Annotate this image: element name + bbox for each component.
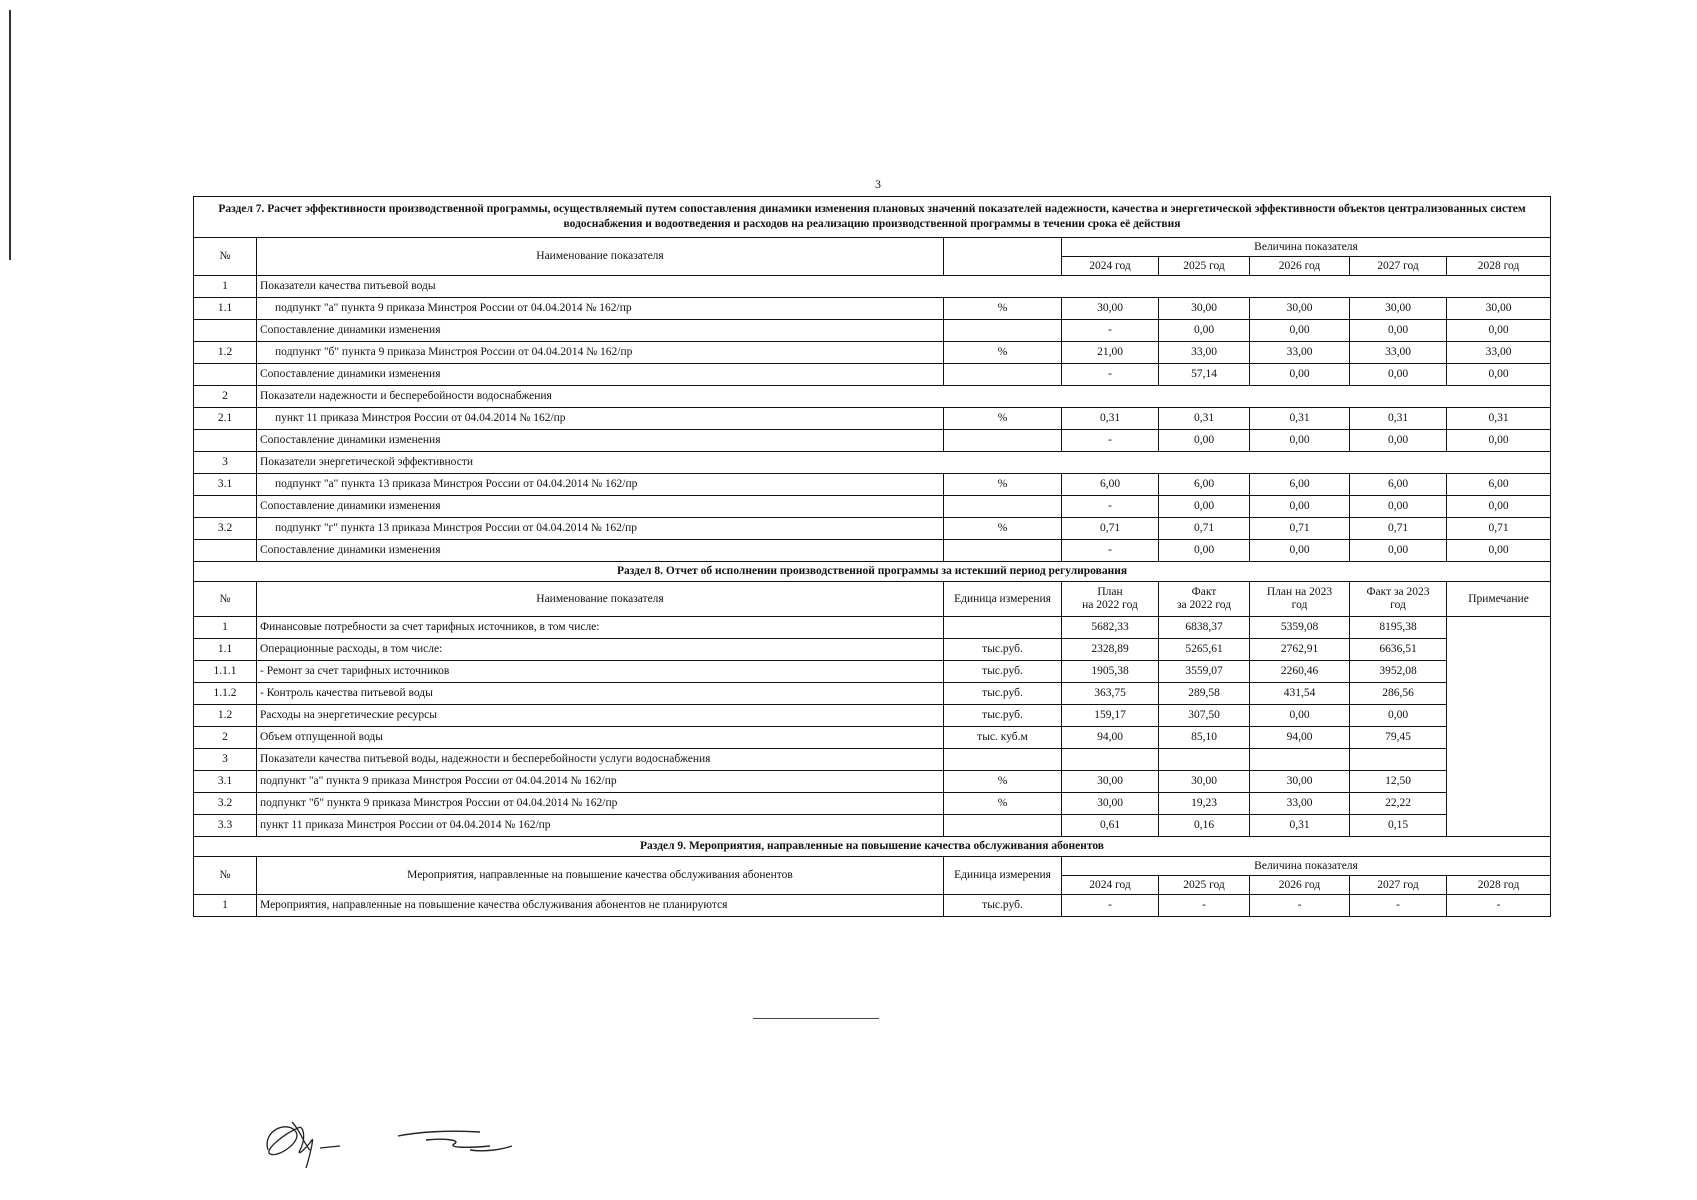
header-plan-2022 — [1062, 582, 1159, 617]
row-value: 0,16 — [1159, 815, 1250, 837]
row-value: 3559,07 — [1159, 661, 1250, 683]
row-name: подпункт "а" пункта 9 приказа Минстроя России от 04.04.2014 № 162/пр — [257, 298, 944, 320]
row-value: 0,00 — [1447, 540, 1551, 562]
row-value: - — [1062, 895, 1159, 917]
note-cell — [1447, 617, 1551, 837]
row-value: - — [1159, 895, 1250, 917]
row-value: 21,00 — [1062, 342, 1159, 364]
section7-row — [194, 518, 1551, 540]
row-value — [1350, 749, 1447, 771]
row-value: 6838,37 — [1159, 617, 1250, 639]
row-value: 0,00 — [1350, 705, 1447, 727]
header-value-group: Величина показателя — [1062, 857, 1551, 876]
header-year: 2025 год — [1159, 257, 1250, 276]
row-num: 1 — [194, 276, 257, 298]
row-unit: тыс.руб. — [944, 705, 1062, 727]
row-value: 0,00 — [1250, 496, 1350, 518]
header-note: Примечание — [1447, 582, 1551, 617]
row-value: 0,71 — [1250, 518, 1350, 540]
row-unit: % — [944, 793, 1062, 815]
row-value: 6,00 — [1350, 474, 1447, 496]
bottom-rule — [753, 1018, 879, 1019]
row-num: 3.2 — [194, 793, 257, 815]
row-value: 289,58 — [1159, 683, 1250, 705]
row-num: 1 — [194, 617, 257, 639]
row-value — [1250, 749, 1350, 771]
row-value: 33,00 — [1250, 793, 1350, 815]
row-num — [194, 540, 257, 562]
row-value: - — [1447, 895, 1551, 917]
row-name: Сопоставление динамики изменения — [257, 430, 944, 452]
section9-header-row — [194, 857, 1551, 876]
section7-row — [194, 408, 1551, 430]
section8-row — [194, 749, 1551, 771]
row-unit — [944, 320, 1062, 342]
row-num: 1.1 — [194, 298, 257, 320]
row-num: 1.1.2 — [194, 683, 257, 705]
row-value: 0,15 — [1350, 815, 1447, 837]
row-group-name: Показатели надежности и бесперебойности водоснабжения — [257, 386, 1551, 408]
row-value: 0,00 — [1350, 496, 1447, 518]
row-unit: тыс. куб.м — [944, 727, 1062, 749]
header-line: на 2022 год — [1082, 599, 1138, 611]
margin-line — [9, 10, 11, 260]
row-name: пункт 11 приказа Минстроя России от 04.04.2014 № 162/пр — [257, 408, 944, 430]
row-unit: % — [944, 771, 1062, 793]
row-value: 30,00 — [1159, 771, 1250, 793]
row-unit — [944, 496, 1062, 518]
section8-row — [194, 617, 1551, 639]
section7-row — [194, 386, 1551, 408]
section8-title: Раздел 8. Отчет об исполнении производственной программы за истекший период регулирования — [194, 562, 1551, 582]
row-value: 94,00 — [1250, 727, 1350, 749]
section7-row — [194, 474, 1551, 496]
section8-header-row — [194, 582, 1551, 617]
row-value: 79,45 — [1350, 727, 1447, 749]
row-value: - — [1062, 364, 1159, 386]
row-value: 30,00 — [1159, 298, 1250, 320]
row-name: - Ремонт за счет тарифных источников — [257, 661, 944, 683]
row-value: - — [1062, 540, 1159, 562]
section7-row — [194, 452, 1551, 474]
row-unit: % — [944, 518, 1062, 540]
section8-row — [194, 661, 1551, 683]
row-value: 363,75 — [1062, 683, 1159, 705]
section8-row — [194, 771, 1551, 793]
row-value: 0,00 — [1350, 364, 1447, 386]
header-unit — [944, 238, 1062, 276]
row-num: 1.1.1 — [194, 661, 257, 683]
row-name: пункт 11 приказа Минстроя России от 04.04.2014 № 162/пр — [257, 815, 944, 837]
row-name: Операционные расходы, в том числе: — [257, 639, 944, 661]
row-value: 6,00 — [1250, 474, 1350, 496]
section7-title-row — [194, 197, 1551, 238]
row-num — [194, 496, 257, 518]
handwritten-signature — [248, 1110, 528, 1175]
header-plan-2023 — [1250, 582, 1350, 617]
row-value: 85,10 — [1159, 727, 1250, 749]
row-value: 30,00 — [1062, 771, 1159, 793]
section8-row — [194, 793, 1551, 815]
row-num: 3 — [194, 749, 257, 771]
header-line: год — [1390, 599, 1406, 611]
row-num: 1.1 — [194, 639, 257, 661]
row-value: 0,00 — [1250, 364, 1350, 386]
row-value: 0,00 — [1447, 320, 1551, 342]
section7-row — [194, 364, 1551, 386]
row-value: 30,00 — [1062, 793, 1159, 815]
row-name: Сопоставление динамики изменения — [257, 540, 944, 562]
row-name: Финансовые потребности за счет тарифных источников, в том числе: — [257, 617, 944, 639]
row-num: 1.2 — [194, 705, 257, 727]
row-name: подпункт "г" пункта 13 приказа Минстроя России от 04.04.2014 № 162/пр — [257, 518, 944, 540]
header-num: № — [194, 857, 257, 895]
section9-title-row — [194, 837, 1551, 857]
row-num: 3.3 — [194, 815, 257, 837]
header-year: 2026 год — [1250, 257, 1350, 276]
row-value: 6,00 — [1062, 474, 1159, 496]
header-value-group: Величина показателя — [1062, 238, 1551, 257]
row-value: 0,00 — [1350, 430, 1447, 452]
row-value: 0,00 — [1250, 430, 1350, 452]
header-name: Наименование показателя — [257, 582, 944, 617]
section7-row — [194, 496, 1551, 518]
header-year: 2027 год — [1350, 876, 1447, 895]
header-line: План на 2023 — [1266, 586, 1333, 598]
row-num: 2 — [194, 386, 257, 408]
section8-row — [194, 705, 1551, 727]
row-name: подпункт "б" пункта 9 приказа Минстроя России от 04.04.2014 № 162/пр — [257, 342, 944, 364]
header-name: Наименование показателя — [257, 238, 944, 276]
row-value: 30,00 — [1250, 771, 1350, 793]
row-name: Расходы на энергетические ресурсы — [257, 705, 944, 727]
row-value: 0,31 — [1350, 408, 1447, 430]
row-num — [194, 364, 257, 386]
section7-row — [194, 276, 1551, 298]
row-value — [1062, 749, 1159, 771]
row-value — [1159, 749, 1250, 771]
row-value: 2762,91 — [1250, 639, 1350, 661]
row-value: - — [1062, 496, 1159, 518]
row-value: 33,00 — [1447, 342, 1551, 364]
row-value: 0,00 — [1447, 364, 1551, 386]
row-unit — [944, 364, 1062, 386]
row-value: 307,50 — [1159, 705, 1250, 727]
row-unit: тыс.руб. — [944, 683, 1062, 705]
row-value: 0,61 — [1062, 815, 1159, 837]
row-num: 3.1 — [194, 474, 257, 496]
header-year: 2024 год — [1062, 876, 1159, 895]
row-group-name: Показатели качества питьевой воды — [257, 276, 1551, 298]
header-year: 2028 год — [1447, 876, 1551, 895]
row-name: Объем отпущенной воды — [257, 727, 944, 749]
row-value: 0,00 — [1159, 430, 1250, 452]
row-value: 0,31 — [1159, 408, 1250, 430]
row-value: 2328,89 — [1062, 639, 1159, 661]
row-value: 0,31 — [1062, 408, 1159, 430]
row-unit — [944, 815, 1062, 837]
row-unit — [944, 540, 1062, 562]
row-value: 0,00 — [1447, 496, 1551, 518]
section7-title: Раздел 7. Расчет эффективности производственной программы, осуществляемый путем сопоставления динамики изменения плановых значений показателей надежности, качества и энергетической эффективности объектов централизованных систем водоснабжения и водоотведения и расходов на реализацию производственной программы в течении срока её действия — [194, 197, 1551, 238]
row-num: 2.1 — [194, 408, 257, 430]
row-value: 0,31 — [1447, 408, 1551, 430]
row-unit — [944, 430, 1062, 452]
row-value: 6,00 — [1159, 474, 1250, 496]
header-fact-2023 — [1350, 582, 1447, 617]
row-value: 0,71 — [1447, 518, 1551, 540]
row-value: 0,00 — [1447, 430, 1551, 452]
section7-row — [194, 298, 1551, 320]
row-num — [194, 320, 257, 342]
row-name: Показатели качества питьевой воды, надежности и бесперебойности услуги водоснабжения — [257, 749, 944, 771]
row-num: 1 — [194, 895, 257, 917]
row-unit: тыс.руб. — [944, 661, 1062, 683]
row-name: подпункт "б" пункта 9 приказа Минстроя России от 04.04.2014 № 162/пр — [257, 793, 944, 815]
row-value: 30,00 — [1447, 298, 1551, 320]
row-value: 33,00 — [1159, 342, 1250, 364]
row-value: 286,56 — [1350, 683, 1447, 705]
header-num: № — [194, 238, 257, 276]
row-value: 0,31 — [1250, 815, 1350, 837]
header-unit: Единица измерения — [944, 857, 1062, 895]
section7-row — [194, 540, 1551, 562]
main-table — [193, 196, 1551, 917]
header-line: План — [1097, 586, 1123, 598]
row-value: 8195,38 — [1350, 617, 1447, 639]
row-num — [194, 430, 257, 452]
header-unit: Единица измерения — [944, 582, 1062, 617]
row-value: 57,14 — [1159, 364, 1250, 386]
header-line: Факт за 2023 — [1366, 586, 1430, 598]
row-value: 33,00 — [1350, 342, 1447, 364]
row-value: 94,00 — [1062, 727, 1159, 749]
header-year: 2027 год — [1350, 257, 1447, 276]
row-name: подпункт "а" пункта 9 приказа Минстроя России от 04.04.2014 № 162/пр — [257, 771, 944, 793]
row-value: 431,54 — [1250, 683, 1350, 705]
row-value: - — [1350, 895, 1447, 917]
header-line: Факт — [1191, 586, 1217, 598]
row-unit: % — [944, 474, 1062, 496]
row-name: - Контроль качества питьевой воды — [257, 683, 944, 705]
row-unit: % — [944, 408, 1062, 430]
section8-row — [194, 727, 1551, 749]
row-unit: % — [944, 298, 1062, 320]
row-value: 0,71 — [1159, 518, 1250, 540]
row-value: 0,71 — [1062, 518, 1159, 540]
row-name: Сопоставление динамики изменения — [257, 496, 944, 518]
section8-title-row — [194, 562, 1551, 582]
row-num: 3 — [194, 452, 257, 474]
row-value: 33,00 — [1250, 342, 1350, 364]
section8-row — [194, 639, 1551, 661]
report-tables — [193, 196, 1550, 917]
row-value: 30,00 — [1250, 298, 1350, 320]
section9-row — [194, 895, 1551, 917]
row-value: 5682,33 — [1062, 617, 1159, 639]
row-value: 5359,08 — [1250, 617, 1350, 639]
row-unit — [944, 749, 1062, 771]
header-line: год — [1291, 599, 1308, 611]
section7-row — [194, 342, 1551, 364]
table-body — [194, 197, 1551, 917]
row-value: - — [1062, 320, 1159, 342]
row-group-name: Показатели энергетической эффективности — [257, 452, 1551, 474]
row-value: 30,00 — [1350, 298, 1447, 320]
row-value: 2260,46 — [1250, 661, 1350, 683]
row-value: - — [1062, 430, 1159, 452]
row-value: 30,00 — [1062, 298, 1159, 320]
row-value: 0,00 — [1159, 496, 1250, 518]
row-value: - — [1250, 895, 1350, 917]
row-name: Сопоставление динамики изменения — [257, 364, 944, 386]
section8-row — [194, 815, 1551, 837]
row-value: 6,00 — [1447, 474, 1551, 496]
row-value: 0,00 — [1159, 320, 1250, 342]
row-unit: тыс.руб. — [944, 639, 1062, 661]
header-year: 2024 год — [1062, 257, 1159, 276]
section7-row — [194, 430, 1551, 452]
row-value: 5265,61 — [1159, 639, 1250, 661]
header-line: за 2022 год — [1176, 599, 1232, 611]
row-value: 6636,51 — [1350, 639, 1447, 661]
section8-row — [194, 683, 1551, 705]
row-name: Мероприятия, направленные на повышение качества обслуживания абонентов не планируются — [257, 895, 944, 917]
row-num: 1.2 — [194, 342, 257, 364]
row-unit — [944, 617, 1062, 639]
row-value: 3952,08 — [1350, 661, 1447, 683]
row-num: 3.2 — [194, 518, 257, 540]
row-name: Сопоставление динамики изменения — [257, 320, 944, 342]
row-value: 159,17 — [1062, 705, 1159, 727]
header-year: 2025 год — [1159, 876, 1250, 895]
row-value: 0,00 — [1250, 540, 1350, 562]
row-name: подпункт "а" пункта 13 приказа Минстроя России от 04.04.2014 № 162/пр — [257, 474, 944, 496]
row-num: 2 — [194, 727, 257, 749]
row-value: 0,00 — [1250, 320, 1350, 342]
page-number: 3 — [875, 177, 881, 191]
row-value: 22,22 — [1350, 793, 1447, 815]
row-value: 0,00 — [1350, 320, 1447, 342]
header-fact-2022 — [1159, 582, 1250, 617]
section7-row — [194, 320, 1551, 342]
row-num: 3.1 — [194, 771, 257, 793]
row-value: 0,00 — [1250, 705, 1350, 727]
row-value: 0,31 — [1250, 408, 1350, 430]
row-value: 0,00 — [1350, 540, 1447, 562]
header-year: 2026 год — [1250, 876, 1350, 895]
row-unit: тыс.руб. — [944, 895, 1062, 917]
row-value: 19,23 — [1159, 793, 1250, 815]
row-value: 12,50 — [1350, 771, 1447, 793]
row-value: 0,71 — [1350, 518, 1447, 540]
row-unit: % — [944, 342, 1062, 364]
section9-title: Раздел 9. Мероприятия, направленные на повышение качества обслуживания абонентов — [194, 837, 1551, 857]
row-value: 0,00 — [1159, 540, 1250, 562]
header-year: 2028 год — [1447, 257, 1551, 276]
header-name: Мероприятия, направленные на повышение качества обслуживания абонентов — [257, 857, 944, 895]
header-num: № — [194, 582, 257, 617]
row-value: 1905,38 — [1062, 661, 1159, 683]
section7-header-row — [194, 238, 1551, 257]
